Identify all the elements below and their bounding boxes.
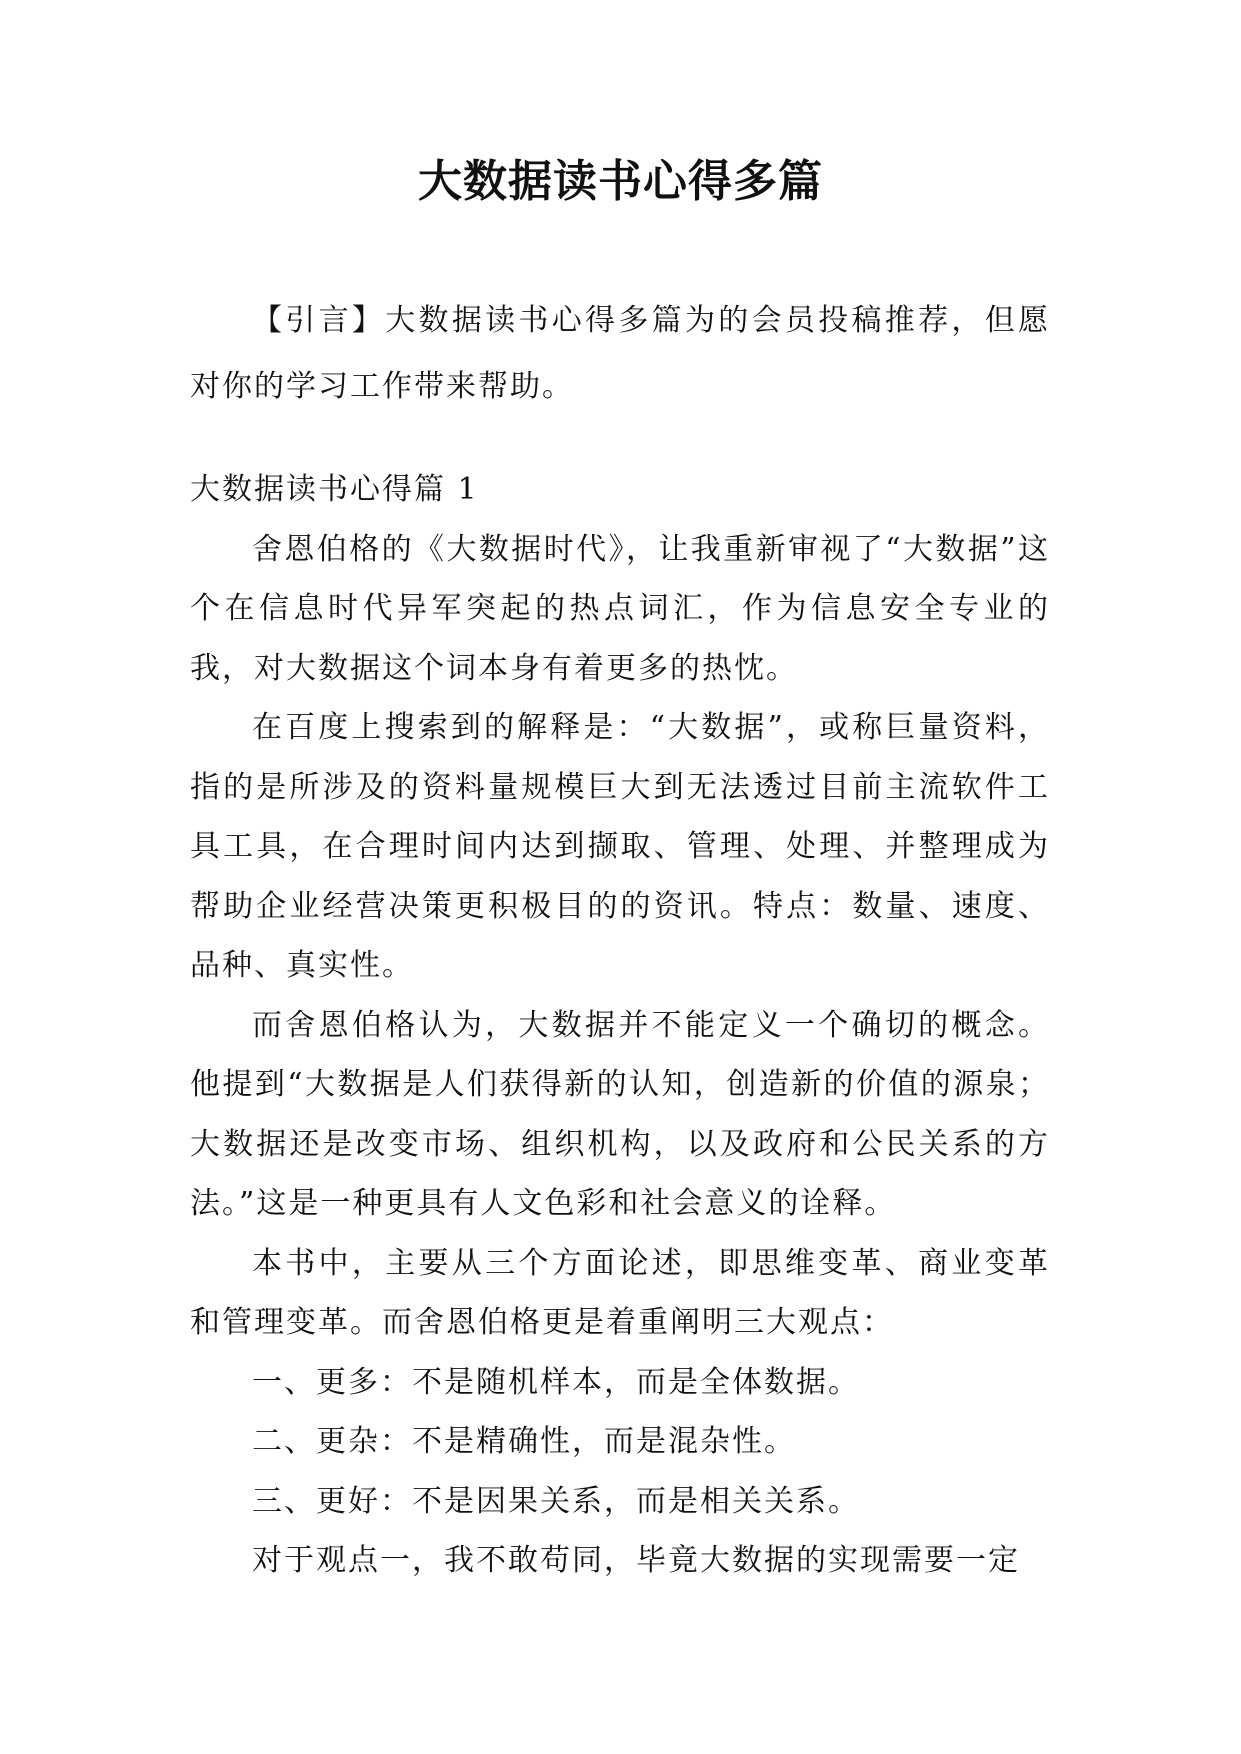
paragraph: 对于观点一，我不敢苟同，毕竟大数据的实现需要一定 (252, 1543, 1020, 1578)
paragraph: 舍恩伯格的《大数据时代》，让我重新审视了“大数据”这个在信息时代异军突起的热点词汇，作为信息安全专业的我，对大数据这个词本身有着更多的热忱。 (190, 531, 1050, 686)
list-item: 二、更杂：不是精确性，而是混杂性。 (252, 1424, 796, 1459)
paragraph: 而舍恩伯格认为，大数据并不能定义一个确切的概念。他提到“大数据是人们获得新的认知，创造新的价值的源泉；大数据还是改变市场、组织机构，以及政府和公民关系的方法。”这是一种更具有人文色彩和社会意义的诠释。 (190, 1007, 1050, 1221)
article-body (190, 460, 1050, 1591)
paragraph: 本书中，主要从三个方面论述，即思维变革、商业变革和管理变革。而舍恩伯格更是着重阐明三大观点： (190, 1245, 1050, 1340)
section-heading: 大数据读书心得篇 1 (190, 472, 479, 507)
paragraph: 在百度上搜索到的解释是：“大数据”，或称巨量资料，指的是所涉及的资料量规模巨大到无法透过目前主流软件工具工具，在合理时间内达到撷取、管理、处理、并整理成为帮助企业经营决策更积极目的的资讯。特点：数量、速度、品种、真实性。 (190, 710, 1050, 983)
intro-paragraph: 【引言】大数据读书心得多篇为的会员投稿推荐，但愿对你的学习工作带来帮助。 (190, 303, 1050, 404)
document-title: 大数据读书心得多篇 (418, 156, 823, 207)
list-item: 三、更好：不是因果关系，而是相关关系。 (252, 1483, 860, 1519)
list-item: 一、更多：不是随机样本，而是全体数据。 (252, 1364, 860, 1400)
intro-block (190, 288, 1050, 420)
